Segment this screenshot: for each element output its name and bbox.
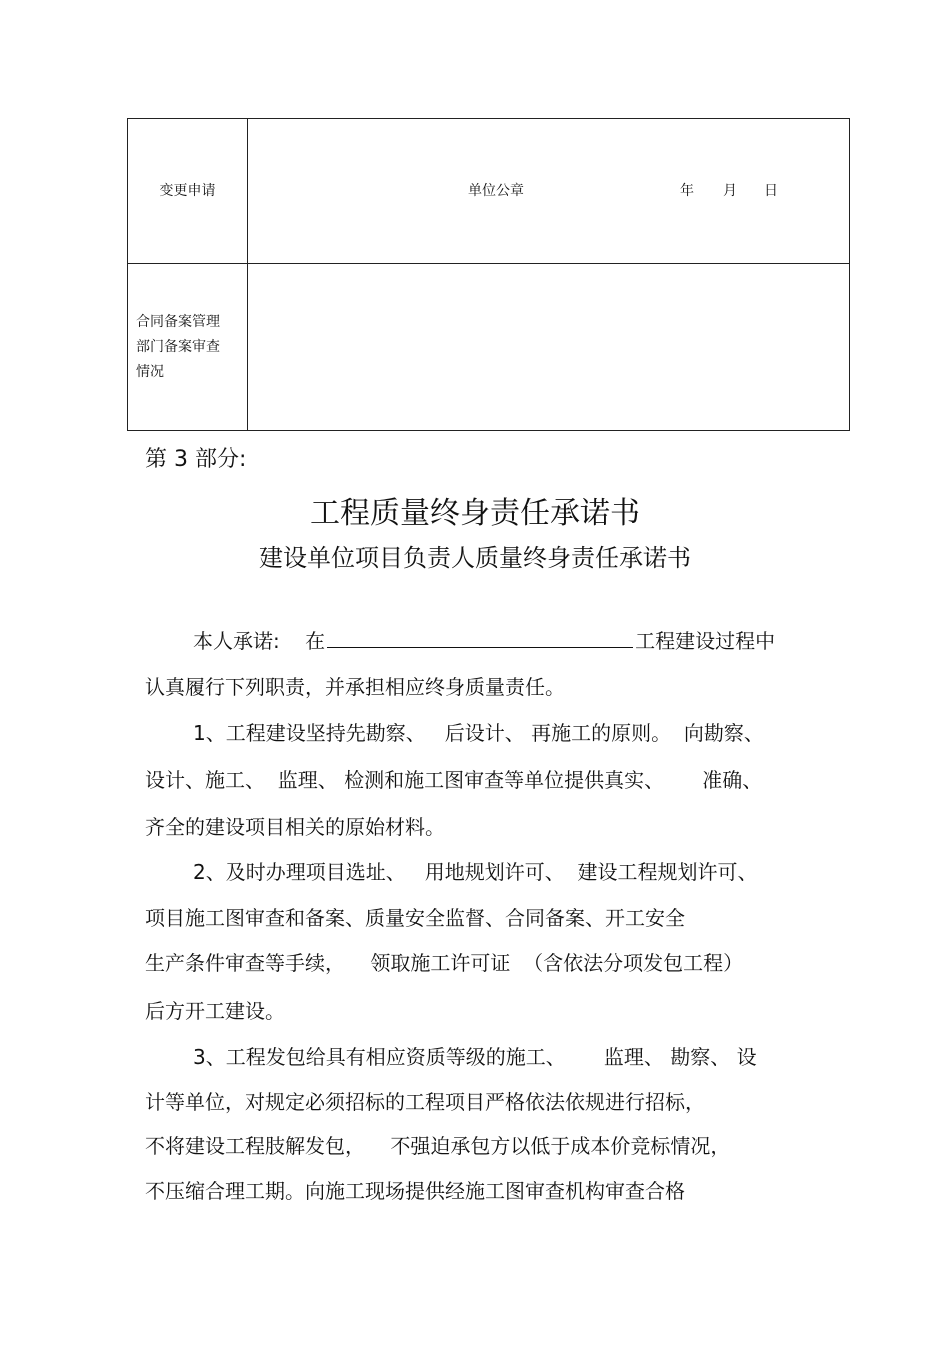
document-subtitle: 建设单位项目负责人质量终身责任承诺书 [259, 544, 691, 572]
body-line: 计等单位，对规定必须招标的工程项目严格依法依规进行招标， [145, 1090, 705, 1114]
filing-review-label [128, 264, 248, 431]
body-line: 项目施工图审查和备案、质量安全监督、合同备案、开工安全 [145, 906, 685, 930]
change-application-row [128, 119, 850, 264]
day-label: 日 [764, 183, 778, 199]
body-line: 3、工程发包给具有相应资质等级的施工、 监理、 勘察、 设 [193, 1045, 757, 1069]
body-line: 不将建设工程肢解发包， 不强迫承包方以低于成本价竞标情况， [145, 1134, 731, 1158]
filing-review-row [128, 264, 850, 431]
intro-text: 本人承诺: 在 [193, 629, 326, 653]
filing-review-label-line: 情况 [136, 363, 164, 380]
commitment-intro-line [193, 625, 775, 656]
section-label: 第 3 部分: [145, 447, 247, 472]
body-line: 生产条件审查等手续， 领取施工许可证 （含依法分项发包工程） [145, 951, 744, 975]
unit-seal-label: 单位公章 [468, 183, 524, 199]
filing-review-label-line: 合同备案管理 [136, 313, 220, 330]
body-line: 后方开工建设。 [145, 999, 285, 1023]
body-line: 设计、施工、 监理、 检测和施工图审查等单位提供真实、 准确、 [145, 768, 763, 792]
change-application-label: 变更申请 [128, 119, 248, 264]
year-label: 年 [680, 183, 694, 199]
record-form-table [127, 118, 850, 431]
body-line: 认真履行下列职责，并承担相应终身质量责任。 [145, 675, 565, 699]
filing-review-label-line: 部门备案审查 [136, 338, 220, 355]
body-line: 齐全的建设项目相关的原始材料。 [145, 815, 445, 839]
intro-text-end: 工程建设过程中 [635, 629, 776, 653]
project-name-blank [327, 625, 633, 648]
month-label: 月 [723, 183, 737, 199]
filing-review-content [248, 264, 850, 431]
body-line: 不压缩合理工期。向施工现场提供经施工图审查机构审查合格 [145, 1179, 685, 1203]
body-line: 2、及时办理项目选址、 用地规划许可、 建设工程规划许可、 [193, 860, 758, 884]
document-title: 工程质量终身责任承诺书 [310, 496, 640, 531]
seal-date-cell [248, 119, 850, 264]
body-line: 1、工程建设坚持先勘察、 后设计、 再施工的原则。 向勘察、 [193, 721, 764, 745]
